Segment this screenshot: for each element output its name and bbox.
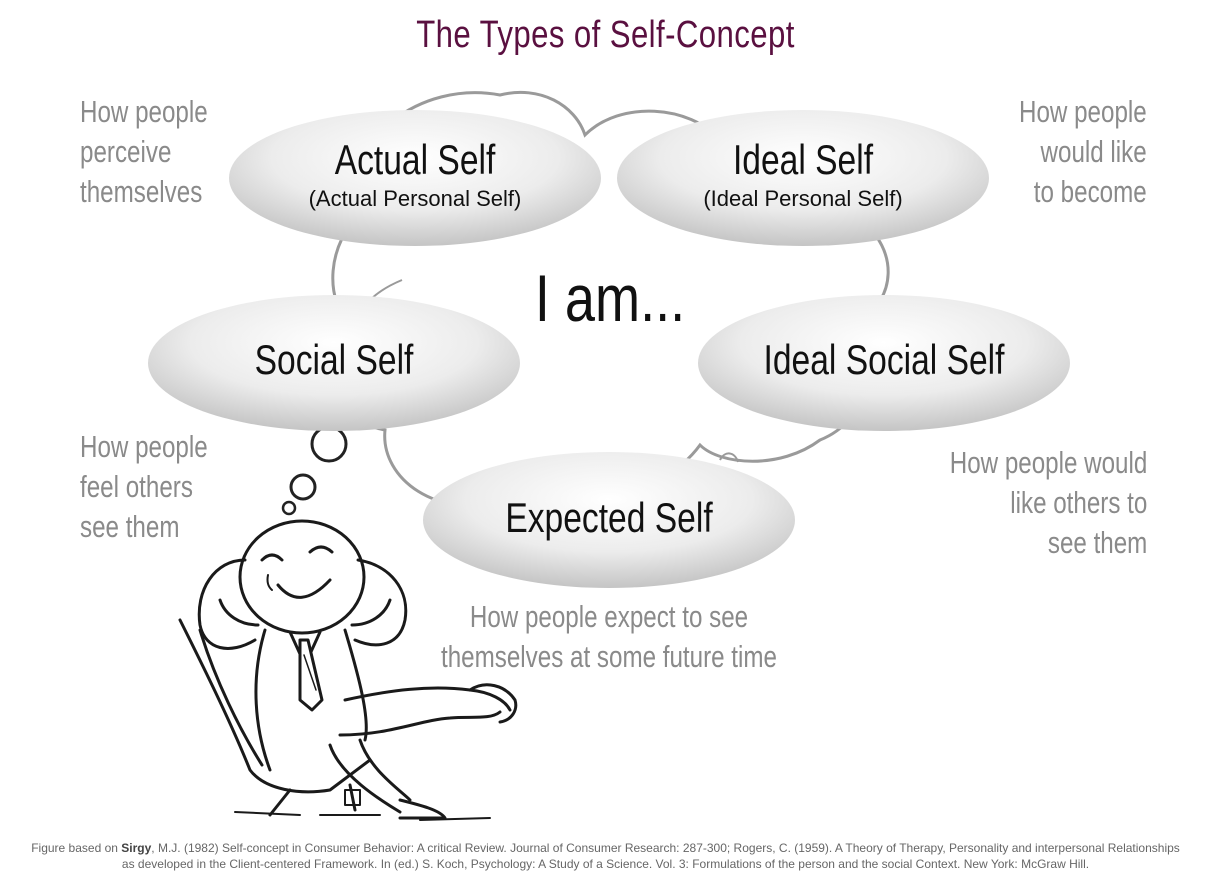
diagram-title: The Types of Self-Concept [416, 14, 795, 56]
node-ideal-social-self-label: Ideal Social Self [763, 336, 1005, 383]
thought-bubble-small [283, 502, 295, 514]
desc-actual-self [80, 92, 208, 212]
desc-line: would like [1040, 134, 1147, 169]
desc-expected-self [414, 597, 804, 677]
desc-line: like others to [1009, 485, 1147, 520]
node-actual-self [230, 136, 600, 212]
node-ideal-self-label: Ideal Self [732, 136, 874, 183]
desc-line: How people [80, 94, 208, 129]
desc-ideal-self [1019, 92, 1147, 212]
thought-bubble-large [312, 427, 346, 461]
node-actual-self-sub: (Actual Personal Self) [308, 186, 522, 211]
thought-bubble-medium [291, 475, 315, 499]
desc-line: see them [1047, 525, 1147, 560]
node-ideal-self-sub: (Ideal Personal Self) [703, 186, 903, 211]
desc-line: How people [1019, 94, 1147, 129]
citation-author: Sirgy [121, 841, 152, 855]
citation-rest: , M.J. (1982) Self-concept in Consumer Behavior: A critical Review. Journal of Consumer Research: 287-300; Rogers, C. (1959). A Theory of Therapy, Personality and interpersonal Relationships [151, 841, 1180, 855]
desc-line: themselves at some future time [441, 639, 777, 674]
desc-line: feel others [80, 469, 193, 504]
desc-line: How people expect to see [469, 599, 749, 634]
desc-social-self [80, 427, 208, 547]
node-expected-self [424, 494, 794, 542]
desc-line: see them [80, 509, 180, 544]
node-expected-self-label: Expected Self [505, 494, 713, 541]
desc-ideal-social-self [949, 443, 1147, 563]
desc-line: How people would [949, 445, 1147, 480]
node-ideal-social-self [699, 336, 1069, 384]
node-actual-self-label: Actual Self [334, 136, 496, 183]
citation-line-1 [0, 840, 1211, 856]
node-ideal-self [618, 136, 988, 212]
citation-line-2: as developed in the Client-centered Framework. In (ed.) S. Koch, Psychology: A Study of a Science. Vol. 3: Formulations of the person and the social Context. New York: McGraw Hill. [121, 857, 1090, 871]
citation [0, 840, 1211, 872]
desc-line: perceive [80, 134, 172, 169]
desc-line: themselves [80, 174, 203, 209]
desc-line: to become [1034, 174, 1147, 209]
node-social-self [149, 336, 519, 384]
node-social-self-label: Social Self [254, 336, 414, 383]
desc-line: How people [80, 429, 208, 464]
center-label: I am... [534, 261, 686, 335]
citation-prefix: Figure based on [31, 841, 122, 855]
